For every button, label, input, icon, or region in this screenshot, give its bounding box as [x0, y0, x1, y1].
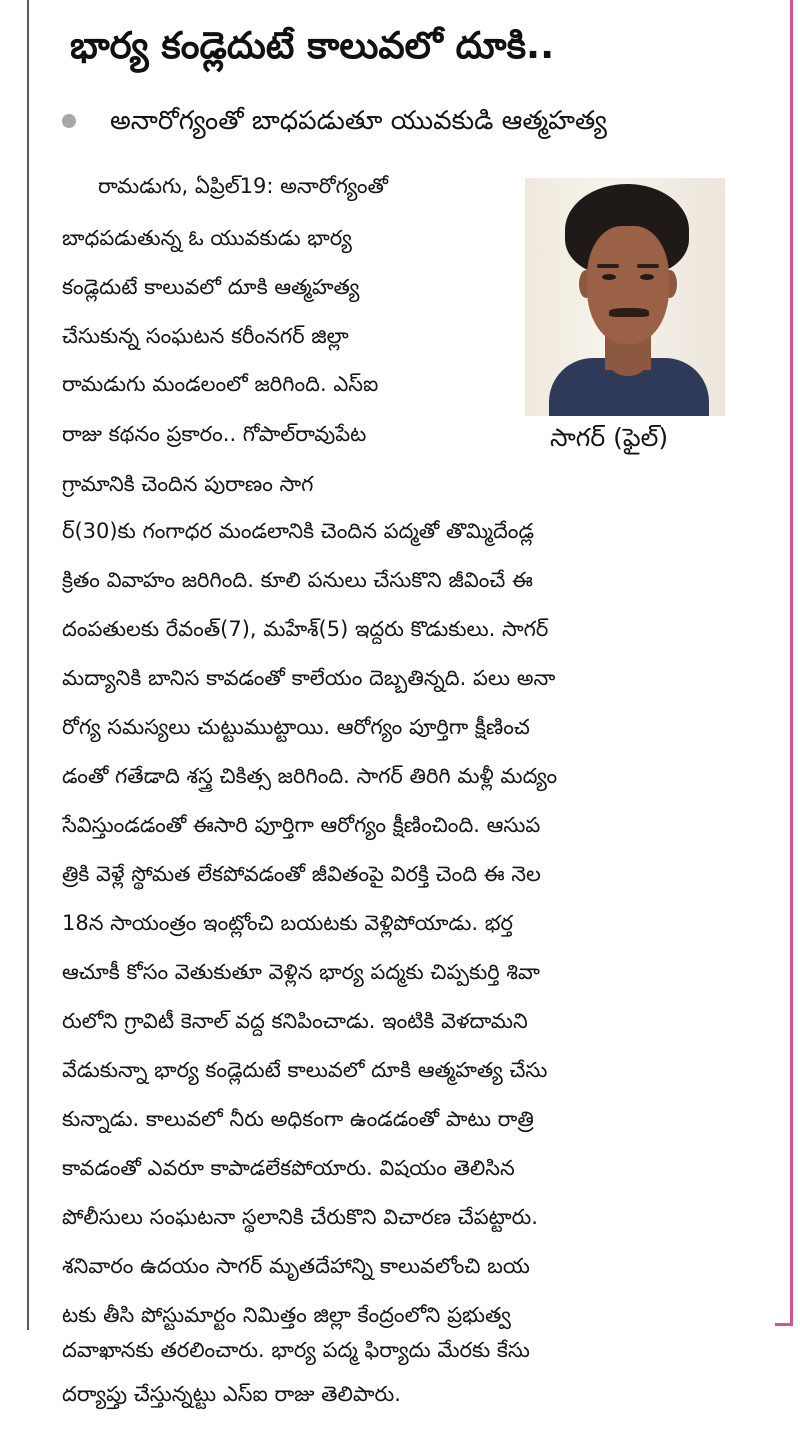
article-body-line: కండ్లెదుటే కాలువలో దూకి ఆత్మహత్య: [62, 275, 360, 299]
article-body-line: టకు తీసి పోస్టుమార్టం నిమిత్తం జిల్లా కేంద్రంలోని ప్రభుత్వ: [62, 1303, 511, 1327]
article-body-line: ర్(30)కు గంగాధర మండలానికి చెందిన పద్మతో తొమ్మిదేండ్ల: [62, 519, 534, 543]
article-body-line: రాజు కథనం ప్రకారం.. గోపాల్‌రావుపేట: [62, 422, 367, 446]
article-body-line: రామడుగు, ఏప్రిల్19: అనారోగ్యంతో: [98, 174, 389, 198]
article-body-line: పోలీసులు సంఘటనా స్థలానికి చేరుకొని విచారణ చేపట్టారు.: [62, 1205, 538, 1229]
page-frame-border: [790, 0, 793, 1325]
page-frame-border-corner: [775, 1323, 793, 1326]
article-body-line: డంతో గతేడాది శస్త్ర చికిత్స జరిగింది. సాగర్ తిరిగి మళ్లీ మద్యం: [62, 764, 558, 788]
article-body-line: రోగ్య సమస్యలు చుట్టుముట్టాయి. ఆరోగ్యం పూర్తిగా క్షీణించ: [62, 715, 530, 739]
article-body-line: శనివారం ఉదయం సాగర్ మృతదేహాన్ని కాలువలోంచి బయ: [62, 1254, 530, 1278]
article-body-line: రులోని గ్రావిటీ కెనాల్ వద్ద కనిపించాడు. ఇంటికి వెళదామని: [62, 1009, 528, 1033]
article-body-line: గ్రామానికి చెందిన పురాణం సాగ: [62, 472, 314, 496]
article-body-line: బాధపడుతున్న ఓ యువకుడు భార్య: [62, 226, 352, 250]
article-body-line: దవాఖానకు తరలించారు. భార్య పద్మ ఫిర్యాదు మేరకు కేసు: [62, 1338, 530, 1362]
article-body-line: ఆచూకీ కోసం వెతుకుతూ వెళ్లిన భార్య పద్మకు చిప్పకుర్తి శివా: [62, 960, 540, 984]
bullet-icon: [62, 114, 76, 128]
article-body-line: కావడంతో ఎవరూ కాపాడలేకపోయారు. విషయం తెలిసిన: [62, 1156, 515, 1180]
article-body-line: 18న సాయంత్రం ఇంట్లోంచి బయటకు వెళ్లిపోయాడు. భర్త: [62, 911, 513, 935]
column-rule: [27, 0, 29, 1330]
article-body-line: త్రికి వెళ్లే స్థోమత లేకపోవడంతో జీవితంపై విరక్తి చెంది ఈ నెల: [62, 862, 541, 886]
photo-caption: సాగర్ (ఫైల్): [550, 423, 669, 452]
article-body-line: దంపతులకు రేవంత్(7), మహేశ్(5) ఇద్దరు కొడుకులు. సాగర్: [62, 617, 549, 641]
article-body-line: చేసుకున్న సంఘటన కరీంనగర్ జిల్లా: [62, 324, 349, 348]
subheadline-text: అనారోగ్యంతో బాధపడుతూ యువకుడి ఆత్మహత్య: [110, 106, 607, 136]
article-body-line: వేడుకున్నా భార్య కండ్లెదుటే కాలువలో దూకి ఆత్మహత్య చేసు: [62, 1058, 548, 1082]
article-body-line: మద్యానికి బానిస కావడంతో కాలేయం దెబ్బతిన్నది. పలు అనా: [62, 666, 556, 690]
person-photo: [525, 178, 725, 416]
article-headline: భార్య కండ్లెదుటే కాలువలో దూకి..: [70, 24, 555, 67]
article-body-line: కున్నాడు. కాలువలో నీరు అధికంగా ఉండడంతో పాటు రాత్రి: [62, 1107, 534, 1131]
article-body-line: రామడుగు మండలంలో జరిగింది. ఎస్ఐ: [62, 372, 379, 396]
article-subheadline: [62, 100, 762, 144]
article-body-line: క్రితం వివాహం జరిగింది. కూలి పనులు చేసుకొని జీవించే ఈ: [62, 568, 533, 592]
article-body-line: దర్యాప్తు చేస్తున్నట్టు ఎస్ఐ రాజు తెలిపారు.: [62, 1382, 401, 1406]
article-body-line: సేవిస్తుండడంతో ఈసారి పూర్తిగా ఆరోగ్యం క్షీణించింది. ఆసుప: [62, 813, 541, 837]
